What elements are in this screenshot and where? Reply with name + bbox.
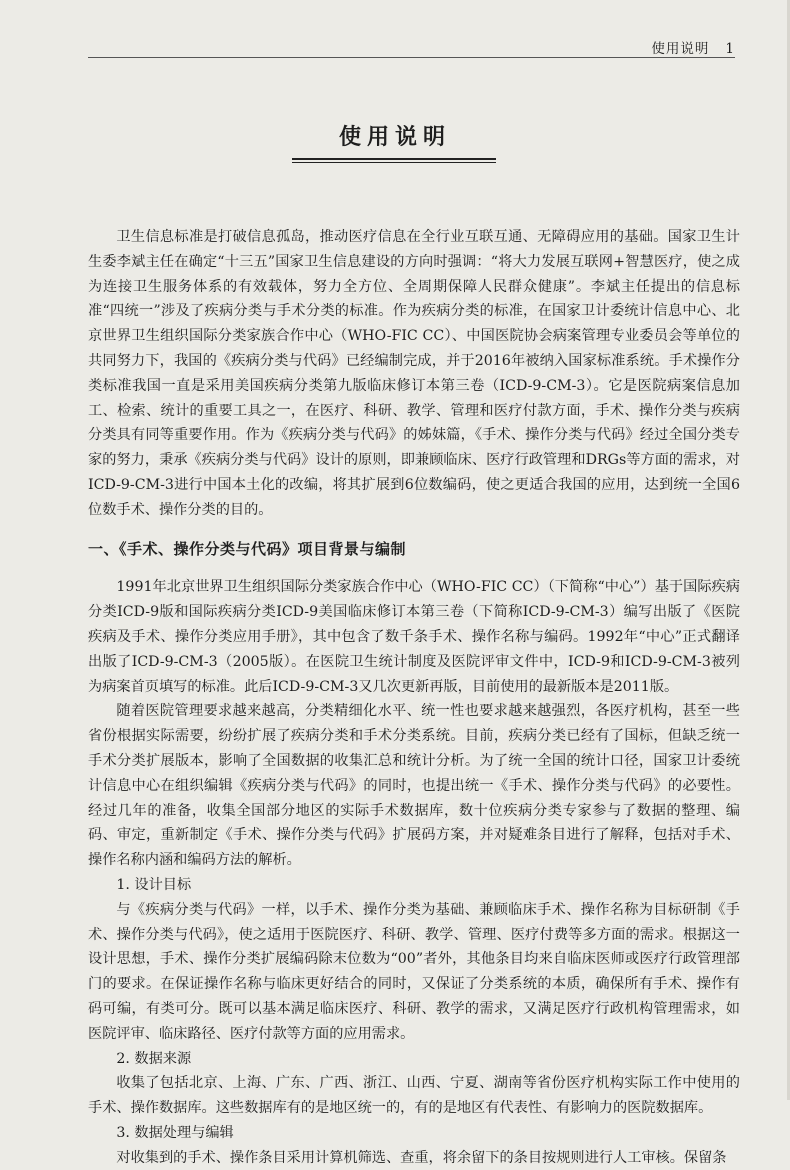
subheading-data-source: 2. 数据来源	[116, 1050, 192, 1067]
page-number: 1	[725, 41, 735, 57]
title-underline-thin	[292, 162, 496, 163]
body-text	[88, 225, 740, 1170]
header-rule	[88, 57, 735, 58]
section-paragraph-1: 1991年北京世界卫生组织国际分类家族合作中心（WHO-FIC CC）（下简称“中心”）基于国际疾病分类ICD-9版和国际疾病分类ICD-9美国临床修订本第三卷（下简称ICD-9-CM-3）编写出版了《医院疾病及手术、操作分类应用手册》，其中包含了数千条手术、操作名称与编码。1992年“中心”正式翻译出版了ICD-9-CM-3（2005版）。在医院卫生统计制度及医院评审文件中，ICD-9和ICD-9-CM-3被列为病案首页填写的标准。此后ICD-9-CM-3又几次更新再版，目前使用的最新版本是2011版。	[88, 579, 740, 695]
section-heading: 一、《手术、操作分类与代码》项目背景与编制	[88, 539, 407, 558]
section-paragraph-2: 随着医院管理要求越来越高，分类精细化水平、统一性也要求越来越强烈，各医疗机构，甚至一些省份根据实际需要，纷纷扩展了疾病分类和手术分类系统。目前，疾病分类已经有了国标，但缺乏统一手术分类扩展版本，影响了全国数据的收集汇总和统计分析。为了统一全国的统计口径，国家卫计委统计信息中心在组织编辑《疾病分类与代码》的同时，也提出统一《手术、操作分类与代码》的必要性。经过几年的准备，收集全国部分地区的实际手术数据库，数十位疾病分类专家参与了数据的整理、编码、审定，重新制定《手术、操作分类与代码》扩展码方案，并对疑难条目进行了解释，包括对手术、操作名称内涵和编码方法的解析。	[88, 703, 740, 869]
header-title: 使用说明	[651, 41, 710, 57]
subheading-data-processing: 3. 数据处理与编辑	[116, 1124, 234, 1141]
page-title: 使用说明	[338, 125, 451, 150]
design-goal-paragraph: 与《疾病分类与代码》一样，以手术、操作分类为基础、兼顾临床手术、操作名称为目标研制《手术、操作分类与代码》，使之适用于医院医疗、科研、教学、管理、医疗付费等多方面的需求。根据这一设计思想，手术、操作分类扩展编码除末位数为“00”者外，其他条目均来自临床医师或医疗行政管理部门的要求。在保证操作名称与临床更好结合的同时，又保证了分类系统的本质，确保所有手术、操作有码可编，有类可分。既可以基本满足临床医疗、科研、教学的需求，又满足医疗行政机构管理需求，如医院评审、临床路径、医疗付款等方面的应用需求。	[88, 901, 740, 1042]
data-processing-paragraph: 对收集到的手术、操作条目采用计算机筛选、查重，将余留下的条目按规则进行人工审核。保留条	[116, 1149, 727, 1166]
intro-paragraph: 卫生信息标准是打破信息孤岛，推动医疗信息在全行业互联互通、无障碍应用的基础。国家卫生计生委李斌主任在确定“十三五”国家卫生信息建设的方向时强调：“将大力发展互联网+智慧医疗，使之成为连接卫生服务体系的有效载体，努力全方位、全周期保障人民群众健康”。李斌主任提出的信息标准“四统一”涉及了疾病分类与手术分类的标准。作为疾病分类的标准，在国家卫计委统计信息中心、北京世界卫生组织国际分类家族合作中心（WHO-FIC CC）、中国医院协会病案管理专业委员会等单位的共同努力下，我国的《疾病分类与代码》已经编制完成，并于2016年被纳入国家标准系统。手术操作分类标准我国一直是采用美国疾病分类第九版临床修订本第三卷（ICD-9-CM-3）。它是医院病案信息加工、检索、统计的重要工具之一，在医疗、科研、教学、管理和医疗付款方面，手术、操作分类与疾病分类具有同等重要作用。作为《疾病分类与代码》的姊妹篇，《手术、操作分类与代码》经过全国分类专家的努力，秉承《疾病分类与代码》设计的原则，即兼顾临床、医疗行政管理和DRGs等方面的需求，对ICD-9-CM-3进行中国本土化的改编，将其扩展到6位数编码，使之更适合我国的应用，达到统一全国6位数手术、操作分类的目的。	[88, 229, 740, 518]
running-header	[88, 35, 735, 57]
data-source-paragraph: 收集了包括北京、上海、广东、广西、浙江、山西、宁夏、湖南等省份医疗机构实际工作中使用的手术、操作数据库。这些数据库有的是地区统一的，有的是地区有代表性、有影响力的医院数据库。	[88, 1075, 740, 1117]
subheading-design-goal: 1. 设计目标	[116, 876, 192, 893]
header-text	[651, 37, 735, 57]
title-underline	[292, 158, 496, 160]
